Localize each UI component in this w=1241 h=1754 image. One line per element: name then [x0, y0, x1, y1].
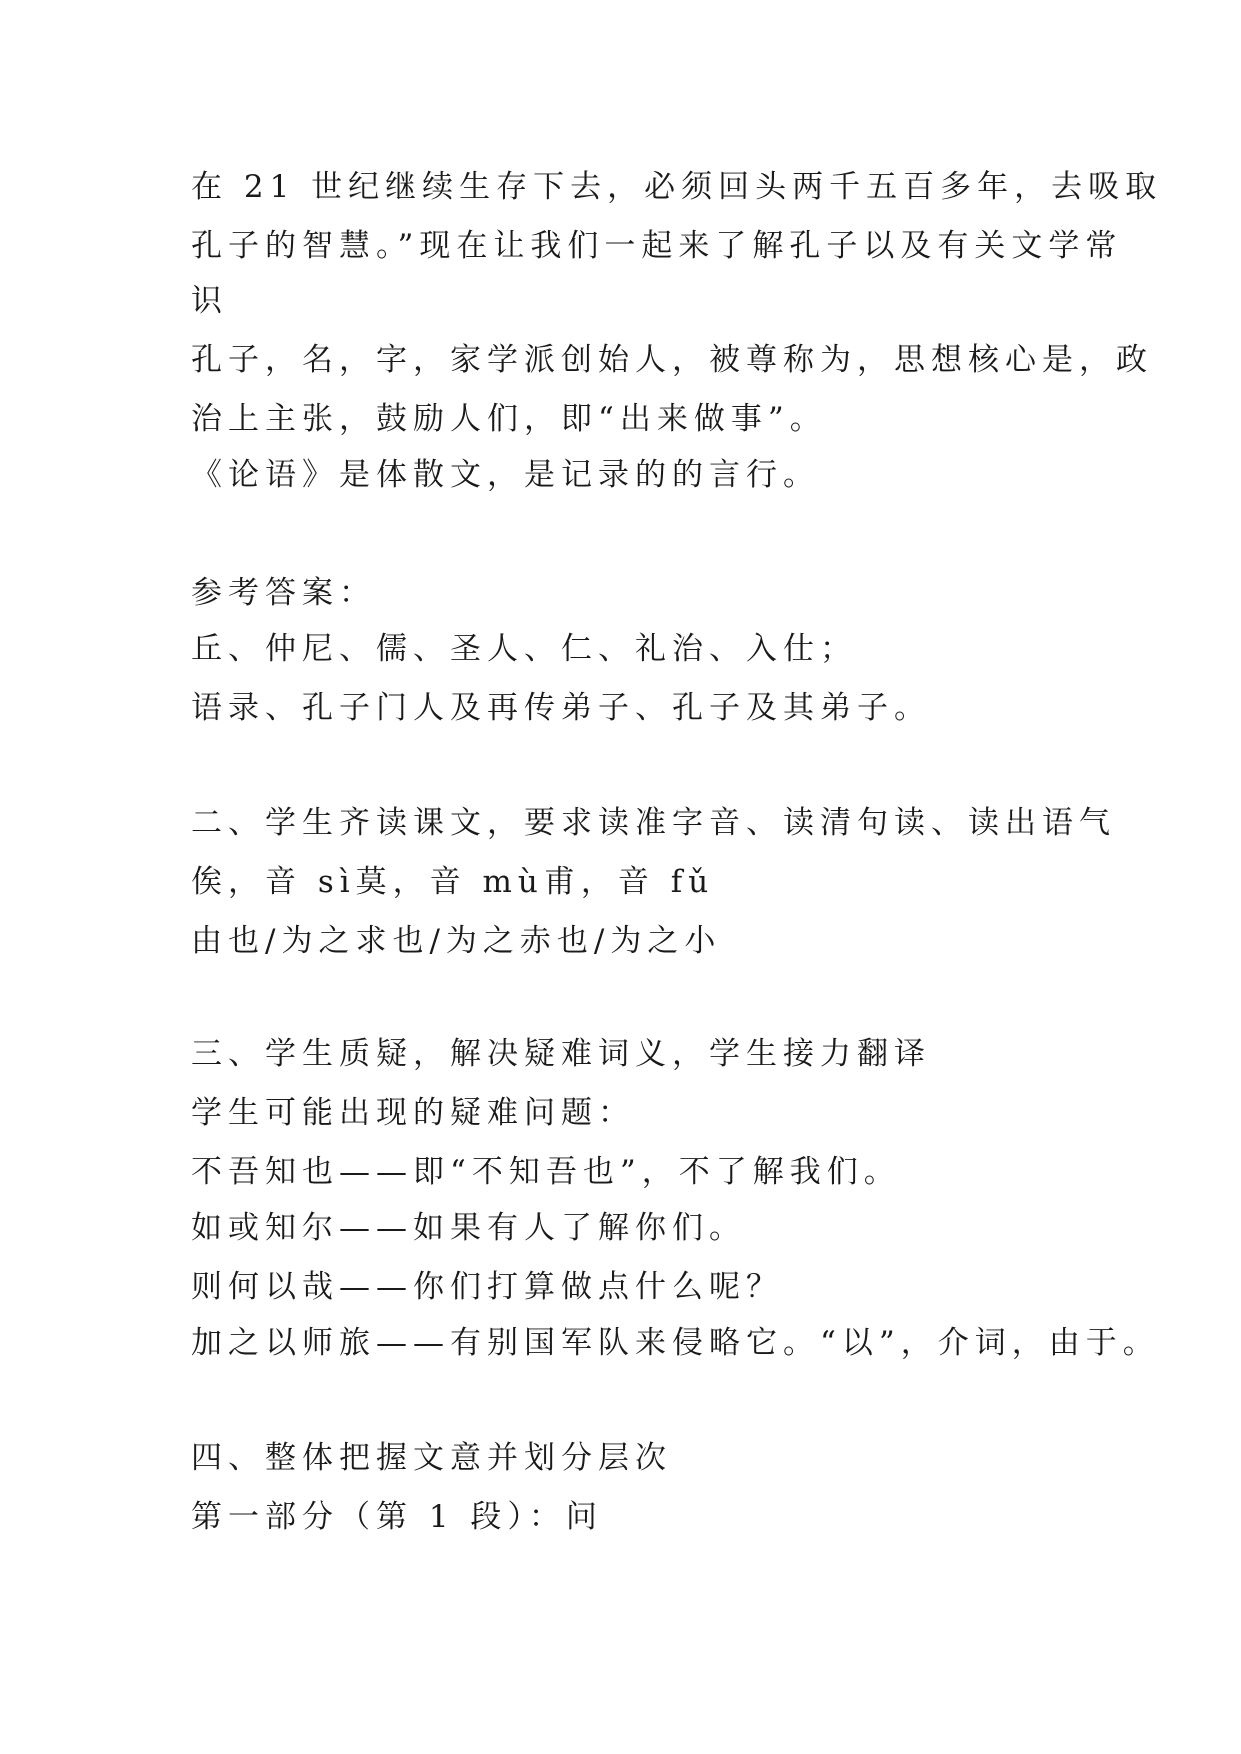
text-line: 治上主张，鼓励人们，即“出来做事”。 [191, 401, 827, 437]
text-line: 识 [191, 283, 228, 319]
text-line: 如或知尔——如果有人了解你们。 [191, 1210, 746, 1246]
section-heading: 四、整体把握文意并划分层次 [191, 1440, 672, 1476]
section-heading: 三、学生质疑，解决疑难词义，学生接力翻译 [191, 1036, 931, 1072]
text-line: 在 21 世纪继续生存下去，必须回头两千五百多年，去吸取 [191, 169, 1163, 205]
section-heading: 二、学生齐读课文，要求读准字音、读清句读、读出语气 [191, 805, 1116, 841]
text-line: 学生可能出现的疑难问题： [191, 1095, 635, 1131]
text-line: 第一部分（第 1 段）：问 [191, 1499, 603, 1535]
text-line: 语录、孔子门人及再传弟子、孔子及其弟子。 [191, 690, 931, 726]
text-line: 不吾知也——即“不知吾也”，不了解我们。 [191, 1154, 901, 1190]
answer-heading: 参考答案： [191, 575, 376, 611]
text-line: 《论语》是体散文，是记录的的言行。 [191, 457, 820, 493]
text-line: 孔子，名，字，家学派创始人，被尊称为，思想核心是，政 [191, 342, 1153, 378]
text-line: 加之以师旅——有别国军队来侵略它。“以”，介词，由于。 [191, 1325, 1160, 1361]
text-line: 由也/为之求也/为之赤也/为之小 [191, 923, 722, 959]
text-line: 孔子的智慧。”现在让我们一起来了解孔子以及有关文学常 [191, 228, 1123, 264]
text-line: 则何以哉——你们打算做点什么呢？ [191, 1269, 783, 1305]
text-line: 丘、仲尼、儒、圣人、仁、礼治、入仕； [191, 631, 857, 667]
text-line: 俟，音 sì莫，音 mù甫，音 fǔ [191, 864, 715, 900]
